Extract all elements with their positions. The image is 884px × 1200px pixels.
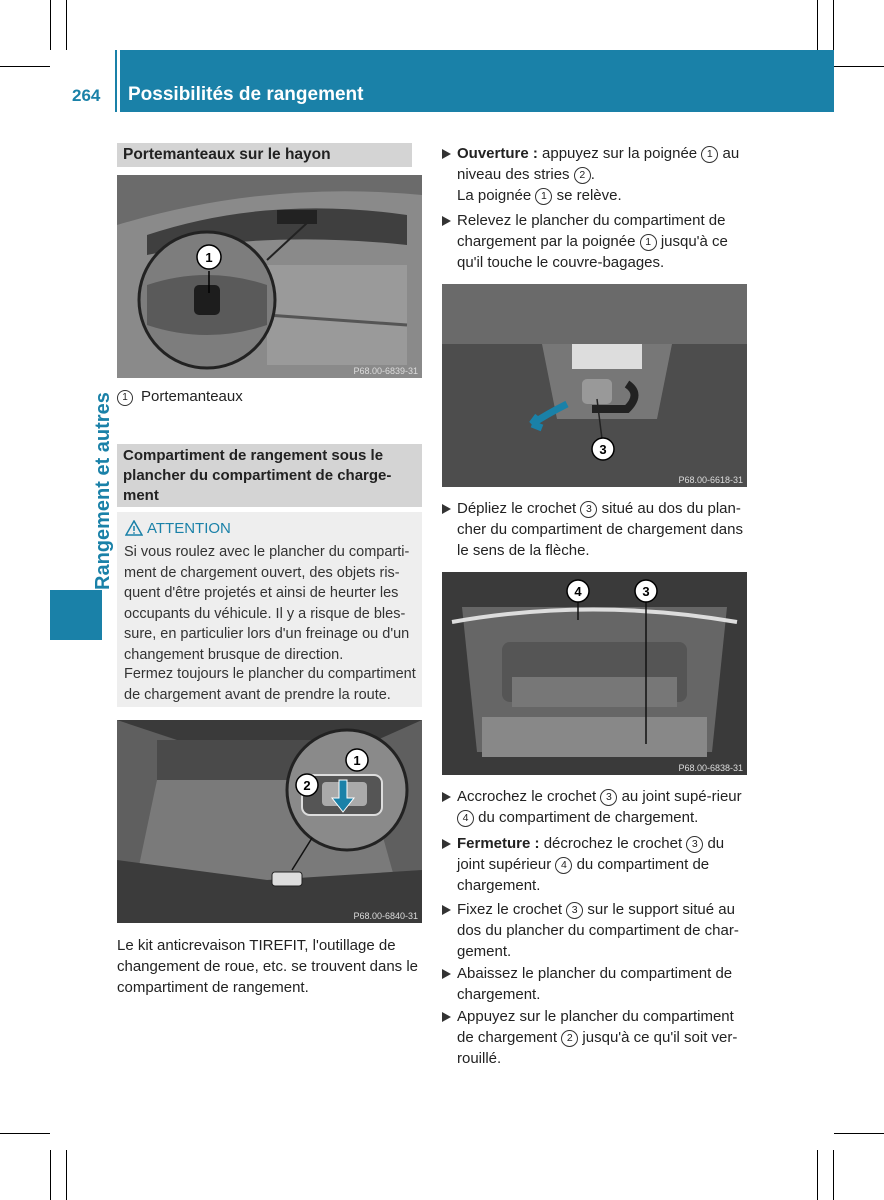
crop-mark	[66, 0, 67, 50]
bullet-arrow-icon	[442, 969, 451, 979]
number-badge: 3	[600, 789, 617, 806]
cargo-seal-illustration	[442, 572, 747, 775]
crop-mark	[833, 1150, 834, 1200]
callout-1: 1	[205, 250, 213, 265]
instruction-fix-hook	[442, 899, 750, 962]
warning-triangle-icon	[125, 520, 143, 536]
bullet-arrow-icon	[442, 504, 451, 514]
text: jusqu'à ce qu'il soit ver-rouillé.	[457, 1029, 738, 1067]
warning-title: ATTENTION	[147, 520, 231, 537]
side-tab	[50, 590, 102, 640]
bold-label: Fermeture :	[457, 835, 540, 852]
crop-mark	[50, 1150, 51, 1200]
text: du compartiment de chargement.	[478, 809, 699, 826]
instruction-closing	[442, 833, 750, 896]
text: La poignée	[457, 187, 532, 204]
callout-2: 2	[303, 778, 311, 793]
figure-reference: P68.00-6839-31	[353, 366, 418, 376]
number-badge: 2	[561, 1030, 578, 1047]
hook-illustration	[442, 284, 747, 487]
page-number: 264	[72, 86, 101, 105]
section-heading-text: Compartiment de rangement sous le plancher du compartiment de charge-ment	[123, 447, 392, 504]
section-heading-text: Portemanteaux sur le hayon	[123, 146, 331, 163]
text: Relevez le plancher du compartiment de chargement par la poignée	[457, 212, 726, 250]
cargo-floor-illustration	[117, 720, 422, 923]
crop-mark	[833, 0, 834, 50]
text: appuyez sur la poignée	[542, 145, 698, 162]
crop-mark	[817, 1150, 818, 1200]
callout-1: 1	[353, 753, 361, 768]
text: situé au dos du plan-cher du compartiment de chargement dans le sens de la flèche.	[457, 500, 743, 559]
bullet-arrow-icon	[442, 792, 451, 802]
number-badge: 3	[686, 836, 703, 853]
bullet-arrow-icon	[442, 216, 451, 226]
crop-mark	[834, 1133, 884, 1134]
number-badge: 4	[555, 857, 572, 874]
tailgate-illustration	[117, 175, 422, 378]
crop-mark	[0, 66, 50, 67]
instruction-unfold-hook	[442, 498, 750, 561]
crop-mark	[834, 66, 884, 67]
figure-caption	[117, 388, 243, 406]
figure-reference: P68.00-6840-31	[353, 911, 418, 921]
number-badge: 2	[574, 167, 591, 184]
crop-mark	[0, 1133, 50, 1134]
bullet-arrow-icon	[442, 149, 451, 159]
number-badge: 1	[701, 146, 718, 163]
crop-mark	[66, 1150, 67, 1200]
warning-paragraph-2: Fermez toujours le plancher du compartiment de chargement avant de prendre la route.	[124, 666, 416, 703]
figure-cargo-seal	[442, 572, 747, 775]
text: du joint supérieur	[457, 835, 725, 873]
text: Fixez le crochet	[457, 901, 563, 918]
figure-reference: P68.00-6618-31	[678, 475, 743, 485]
text: Dépliez le crochet	[457, 500, 577, 517]
page-title: Possibilités de rangement	[128, 84, 364, 105]
text: Accrochez le crochet	[457, 788, 597, 805]
instruction-raise-floor	[442, 210, 750, 273]
bullet-arrow-icon	[442, 905, 451, 915]
number-badge: 3	[566, 902, 583, 919]
instruction-lower-floor	[442, 963, 750, 1005]
text: du compartiment de chargement.	[457, 856, 710, 894]
text: se relève.	[556, 187, 622, 204]
text: Abaissez le plancher du compartiment de chargement.	[457, 965, 733, 1003]
text: .	[590, 166, 595, 183]
callout-3: 3	[599, 442, 607, 457]
section-heading-storage	[117, 444, 422, 507]
instruction-opening	[442, 143, 750, 206]
instruction-attach-hook	[442, 786, 750, 828]
figure-cargo-floor	[117, 720, 422, 923]
figure-hook	[442, 284, 747, 487]
text: Appuyez sur le plancher du compartiment de chargement	[457, 1008, 734, 1046]
bullet-arrow-icon	[442, 839, 451, 849]
text: au niveau des stries	[457, 145, 740, 183]
crop-mark	[817, 0, 818, 50]
text: sur le support situé au dos du plancher du compartiment de char-gement.	[457, 901, 739, 960]
instruction-press-floor	[442, 1006, 750, 1069]
bullet-arrow-icon	[442, 1012, 451, 1022]
number-badge: 1	[535, 188, 552, 205]
header-separator	[117, 50, 120, 112]
number-badge: 1	[640, 234, 657, 251]
figure-tailgate-hooks	[117, 175, 422, 378]
bold-label: Ouverture :	[457, 145, 538, 162]
caption-text: Portemanteaux	[141, 388, 243, 405]
text: jusqu'à ce qu'il touche le couvre-bagages.	[457, 233, 728, 271]
callout-4: 4	[574, 584, 582, 599]
text: au joint supé-rieur	[621, 788, 742, 805]
number-badge: 3	[580, 501, 597, 518]
paragraph-tirefit: Le kit anticrevaison TIREFIT, l'outillage de changement de roue, etc. se trouvent dans le compartiment de rangement.	[117, 937, 419, 996]
side-tab-label: Rangement et autres	[92, 392, 114, 590]
number-badge: 4	[457, 810, 474, 827]
caption-number: 1	[117, 390, 133, 406]
text: décrochez le crochet	[543, 835, 683, 852]
crop-mark	[50, 0, 51, 50]
callout-3: 3	[642, 584, 650, 599]
warning-paragraph-1: Si vous roulez avec le plancher du comparti-ment de chargement ouvert, des objets ris-quent d'être projetés et ainsi de heurter les occupants du véhicule. Il y a risque de bles-sure, en particulier lors d'un freinage ou d'un changement brusque de direction.	[124, 544, 410, 663]
section-heading-coat-hooks	[117, 143, 412, 167]
figure-reference: P68.00-6838-31	[678, 763, 743, 773]
warning-box	[117, 512, 422, 707]
